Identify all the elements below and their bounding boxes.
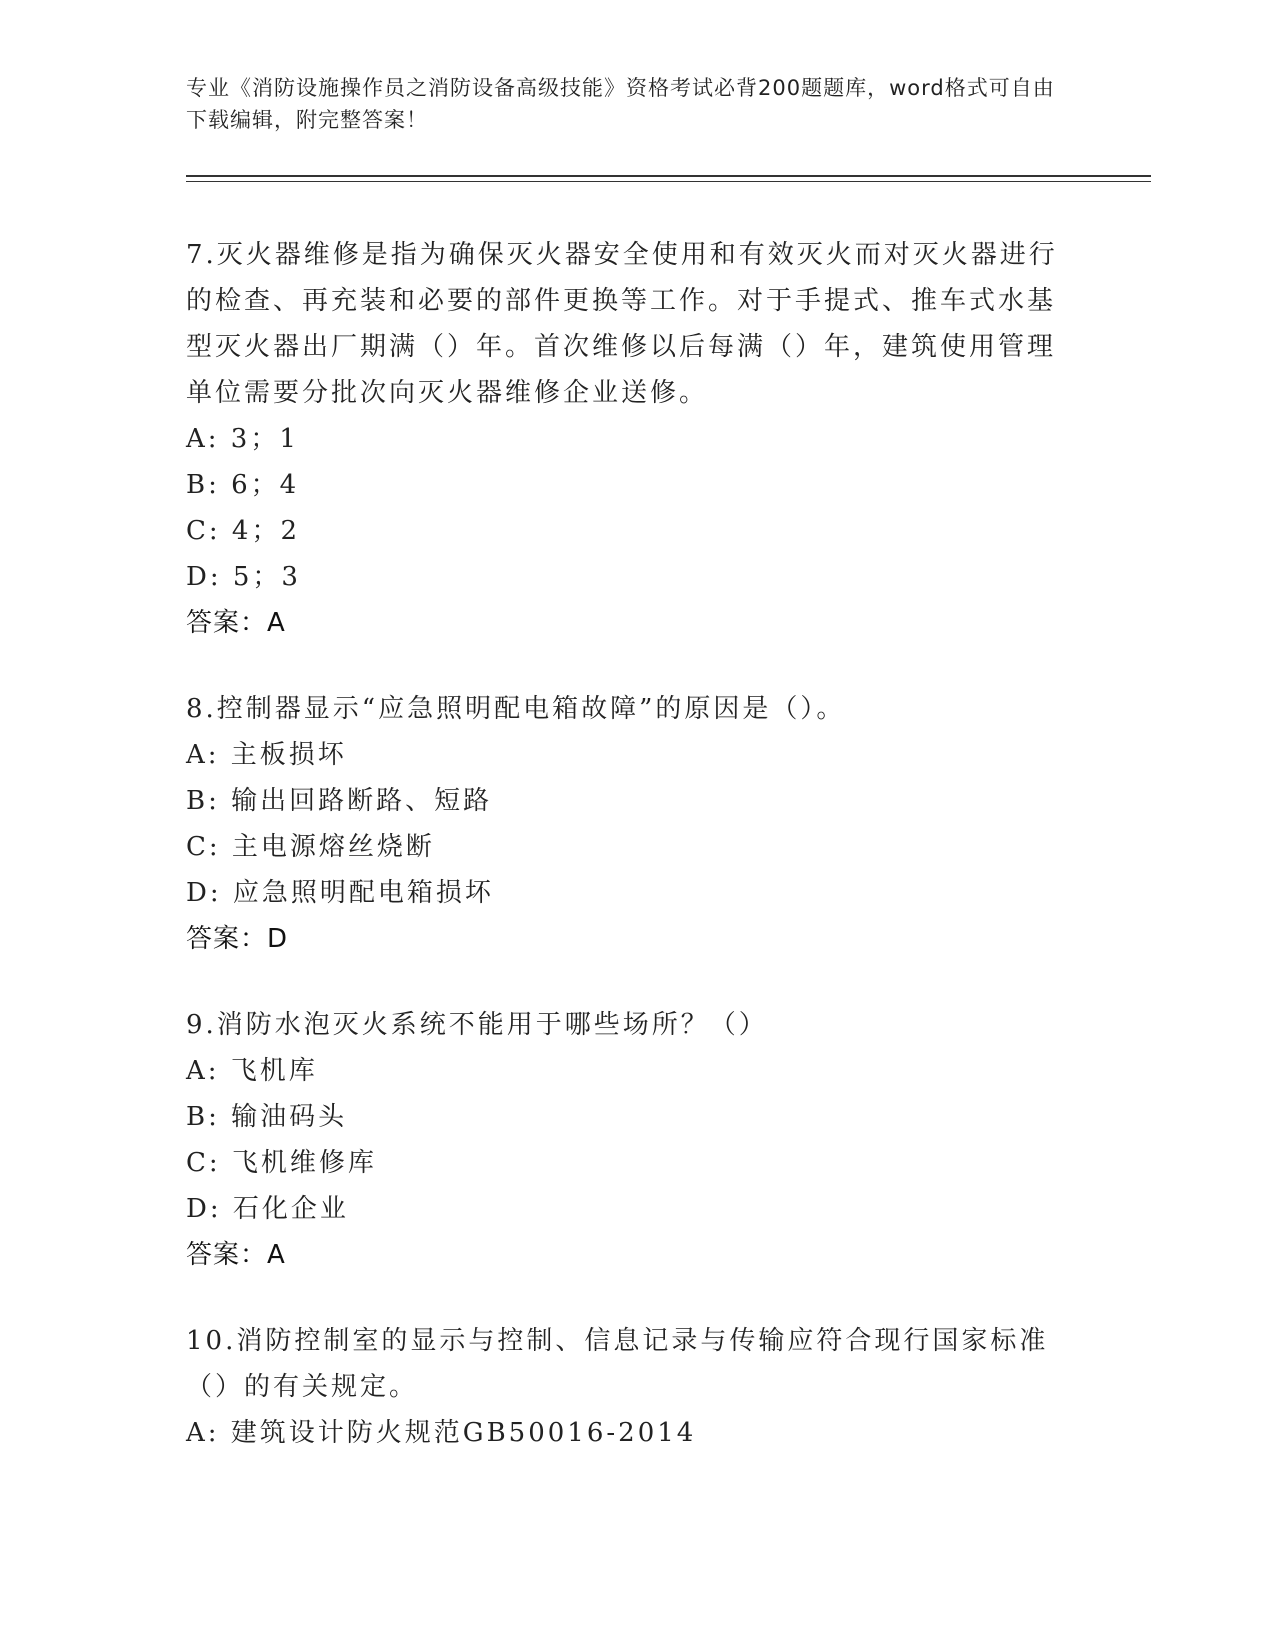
option-a: A: 主板损坏 — [186, 740, 347, 770]
option-c: C: 4；2 — [186, 516, 301, 546]
question-8 — [186, 686, 1066, 962]
question-text: 8.控制器显示“应急照明配电箱故障”的原因是（）。 — [186, 694, 846, 724]
header-rule-thin — [186, 181, 1151, 182]
document-header: 专业《消防设施操作员之消防设备高级技能》资格考试必背200题题库，word格式可自由下载编辑，附完整答案！ — [186, 76, 1055, 132]
question-10 — [186, 1318, 1066, 1456]
option-d: D: 石化企业 — [186, 1194, 349, 1224]
option-d: D: 5；3 — [186, 562, 301, 592]
option-b: B: 输出回路断路、短路 — [186, 786, 493, 816]
question-text: 9.消防水泡灭火系统不能用于哪些场所？（） — [186, 1010, 768, 1040]
option-c: C: 飞机维修库 — [186, 1148, 377, 1178]
answer: 答案：D — [186, 924, 289, 954]
question-text: 7.灭火器维修是指为确保灭火器安全使用和有效灭火而对灭火器进行的检查、再充装和必要的部件更换等工作。对于手提式、推车式水基型灭火器出厂期满（）年。首次维修以后每满（）年，建筑使用管理单位需要分批次向灭火器维修企业送修。 — [186, 240, 1058, 408]
option-d: D: 应急照明配电箱损坏 — [186, 878, 494, 908]
option-a: A: 飞机库 — [186, 1056, 318, 1086]
question-list — [186, 232, 1066, 1496]
answer: 答案：A — [186, 1240, 286, 1270]
option-a: A: 3；1 — [186, 424, 299, 454]
question-text: 10.消防控制室的显示与控制、信息记录与传输应符合现行国家标准（）的有关规定。 — [186, 1326, 1049, 1402]
option-c: C: 主电源熔丝烧断 — [186, 832, 435, 862]
answer: 答案：A — [186, 608, 286, 638]
option-a: A: 建筑设计防火规范GB50016-2014 — [186, 1418, 697, 1448]
option-b: B: 6；4 — [186, 470, 300, 500]
option-b: B: 输油码头 — [186, 1102, 348, 1132]
question-7 — [186, 232, 1066, 646]
header-rule-thick — [186, 175, 1151, 177]
question-9 — [186, 1002, 1066, 1278]
